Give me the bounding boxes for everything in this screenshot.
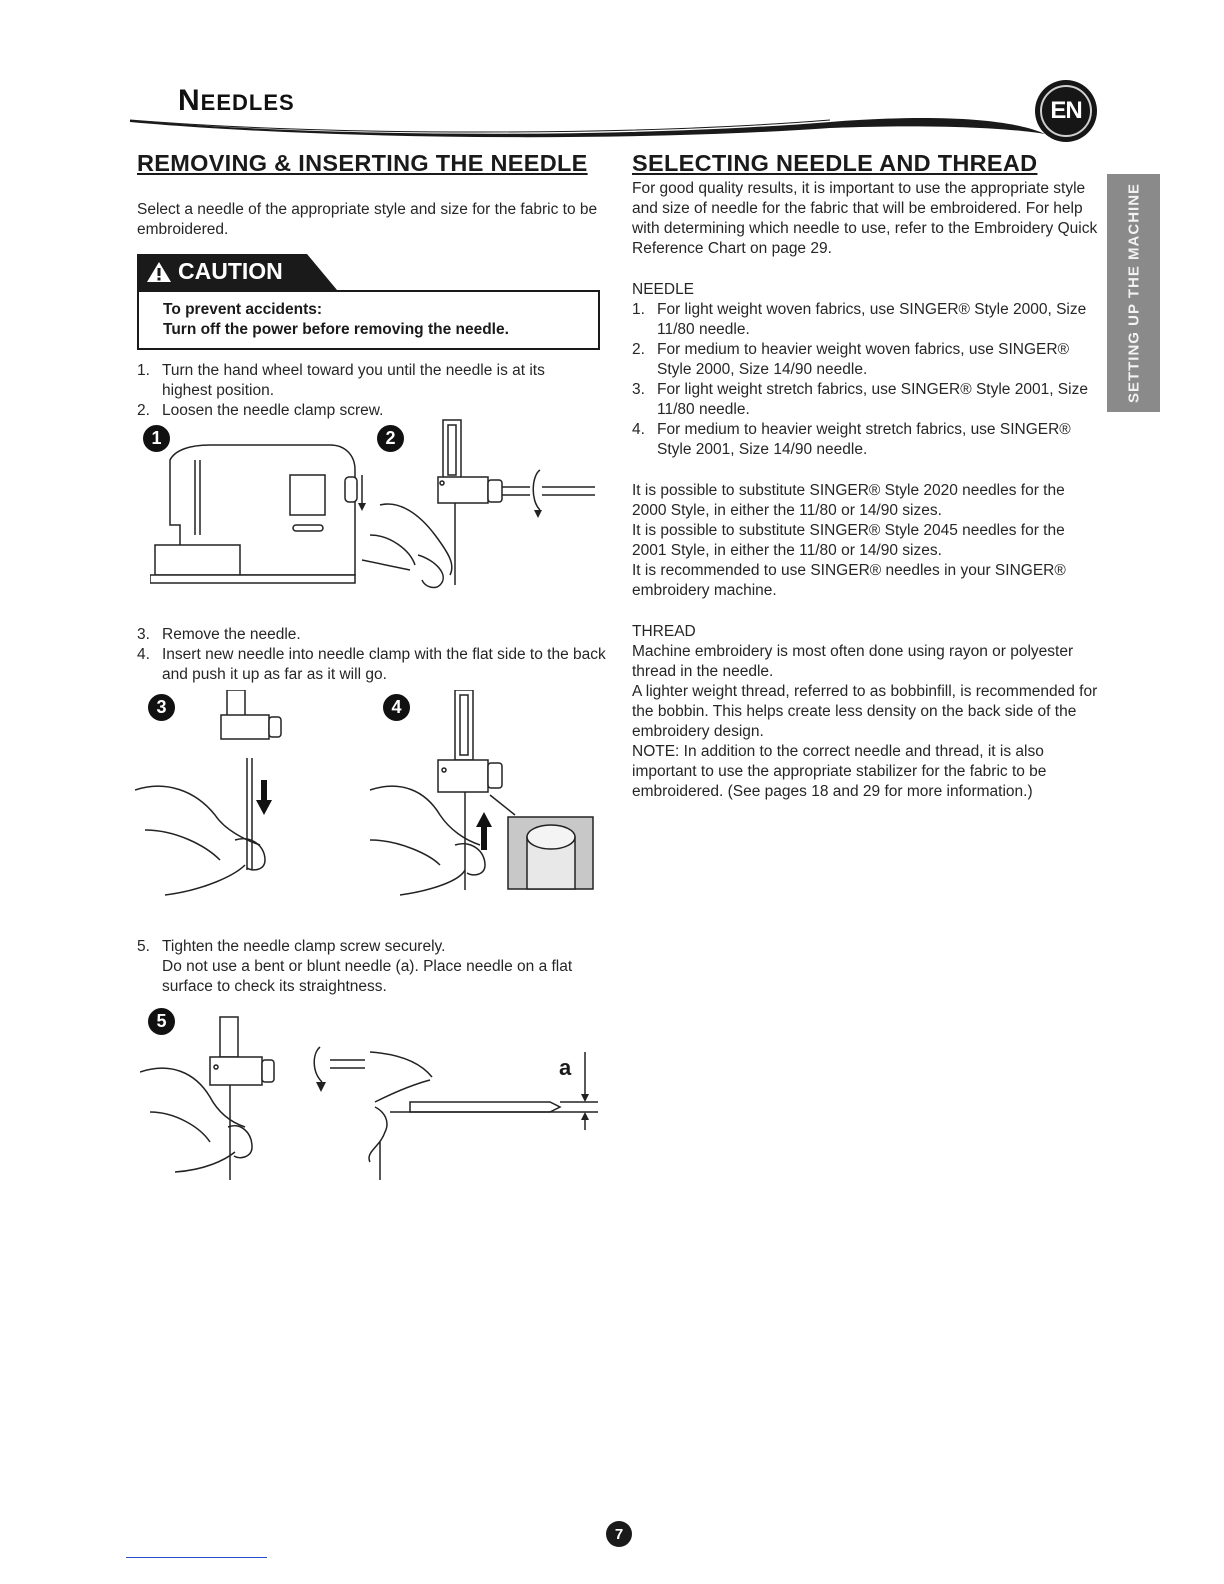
list-item: 1. For light weight woven fabrics, use SINGER® Style 2000, Size 11/80 needle. — [632, 301, 1087, 338]
steps-list-a — [137, 361, 597, 421]
substitute-note-1: It is possible to substitute SINGER® Style 2020 needles for the 2000 Style, in either the 11/80 or 14/90 sizes. — [632, 482, 1065, 519]
list-item: 4. For medium to heavier weight stretch fabrics, use SINGER® Style 2001, Size 14/90 needle. — [632, 421, 1071, 458]
section-side-tab — [1107, 174, 1160, 412]
figure-badge-2: 2 — [377, 425, 404, 452]
figure-badge-4: 4 — [383, 694, 410, 721]
caution-line-2: Turn off the power before removing the needle. — [163, 321, 509, 338]
figure-badge-5: 5 — [148, 1008, 175, 1035]
list-item: 2. Loosen the needle clamp screw. — [137, 402, 384, 419]
step-5: 5. Tighten the needle clamp screw securely. Do not use a bent or blunt needle (a). Place needle on a flat surface to check its straightness. — [137, 937, 602, 997]
needle-list — [632, 300, 1102, 460]
list-item: 2. For medium to heavier weight woven fabrics, use SINGER® Style 2000, Size 14/90 needle. — [632, 341, 1069, 378]
substitute-note-3: It is recommended to use SINGER® needles in your SINGER® embroidery machine. — [632, 562, 1066, 599]
right-heading: SELECTING NEEDLE AND THREAD — [632, 150, 1038, 176]
figure-badge-1: 1 — [143, 425, 170, 452]
needle-heading: NEEDLE — [632, 281, 695, 298]
figure-needle-check — [140, 1012, 605, 1182]
thread-note-3: NOTE: In addition to the correct needle and thread, it is also important to use the appropriate stabilizer for the fabric to be embroidered. (See pages 18 and 29 for more information.) — [632, 743, 1047, 800]
page-title-initial: N — [178, 84, 201, 117]
right-intro: For good quality results, it is important to use the appropriate style and size of needle for the fabric that will be embroidered. For help with determining which needle to use, refer to the Embroidery Quick Reference Chart on page 29. — [632, 180, 1098, 257]
page-number: 7 — [606, 1521, 632, 1547]
list-item: 1. Turn the hand wheel toward you until the needle is at its highest position. — [137, 362, 545, 399]
step-5-line-1: Tighten the needle clamp screw securely. — [162, 938, 446, 955]
figure-insert-needle — [135, 690, 600, 905]
page-title-rest: EEDLES — [200, 90, 295, 115]
language-badge-label: EN — [1050, 97, 1082, 124]
thread-note-2: A lighter weight thread, referred to as bobbinfill, is recommended for the bobbin. This helps create less density on the back side of the embroidery design. — [632, 683, 1098, 740]
thread-heading: THREAD — [632, 623, 696, 640]
language-badge — [1035, 80, 1097, 142]
warning-icon — [146, 260, 172, 284]
list-item: 3. For light weight stretch fabrics, use SINGER® Style 2001, Size 11/80 needle. — [632, 381, 1088, 418]
header-swoosh — [130, 108, 1050, 140]
figure-machine-needle-clamp — [150, 415, 610, 595]
steps-list-b — [137, 625, 607, 685]
left-intro: Select a needle of the appropriate style and size for the fabric to be embroidered. — [137, 201, 598, 238]
substitute-note-2: It is possible to substitute SINGER® Style 2045 needles for the 2001 Style, in either the 11/80 or 14/90 sizes. — [632, 522, 1065, 559]
side-tab-label: SETTING UP THE MACHINE — [1125, 182, 1142, 404]
caution-box — [137, 290, 600, 350]
substitute-notes — [632, 481, 1102, 601]
caution-heading — [146, 258, 283, 285]
thread-notes — [632, 642, 1102, 802]
footer-link-underline — [126, 1557, 267, 1558]
caution-line-1: To prevent accidents: — [163, 301, 323, 318]
caution-label: CAUTION — [178, 258, 283, 284]
list-item: 3. Remove the needle. — [137, 626, 301, 643]
step-5-line-2: Do not use a bent or blunt needle (a). Place needle on a flat surface to check its straightness. — [162, 958, 573, 995]
figure-badge-3: 3 — [148, 694, 175, 721]
left-heading: REMOVING & INSERTING THE NEEDLE — [137, 150, 588, 176]
list-item: 4. Insert new needle into needle clamp with the flat side to the back and push it up as far as it will go. — [137, 646, 606, 683]
label-a: a — [559, 1055, 572, 1080]
thread-note-1: Machine embroidery is most often done using rayon or polyester thread in the needle. — [632, 643, 1074, 680]
